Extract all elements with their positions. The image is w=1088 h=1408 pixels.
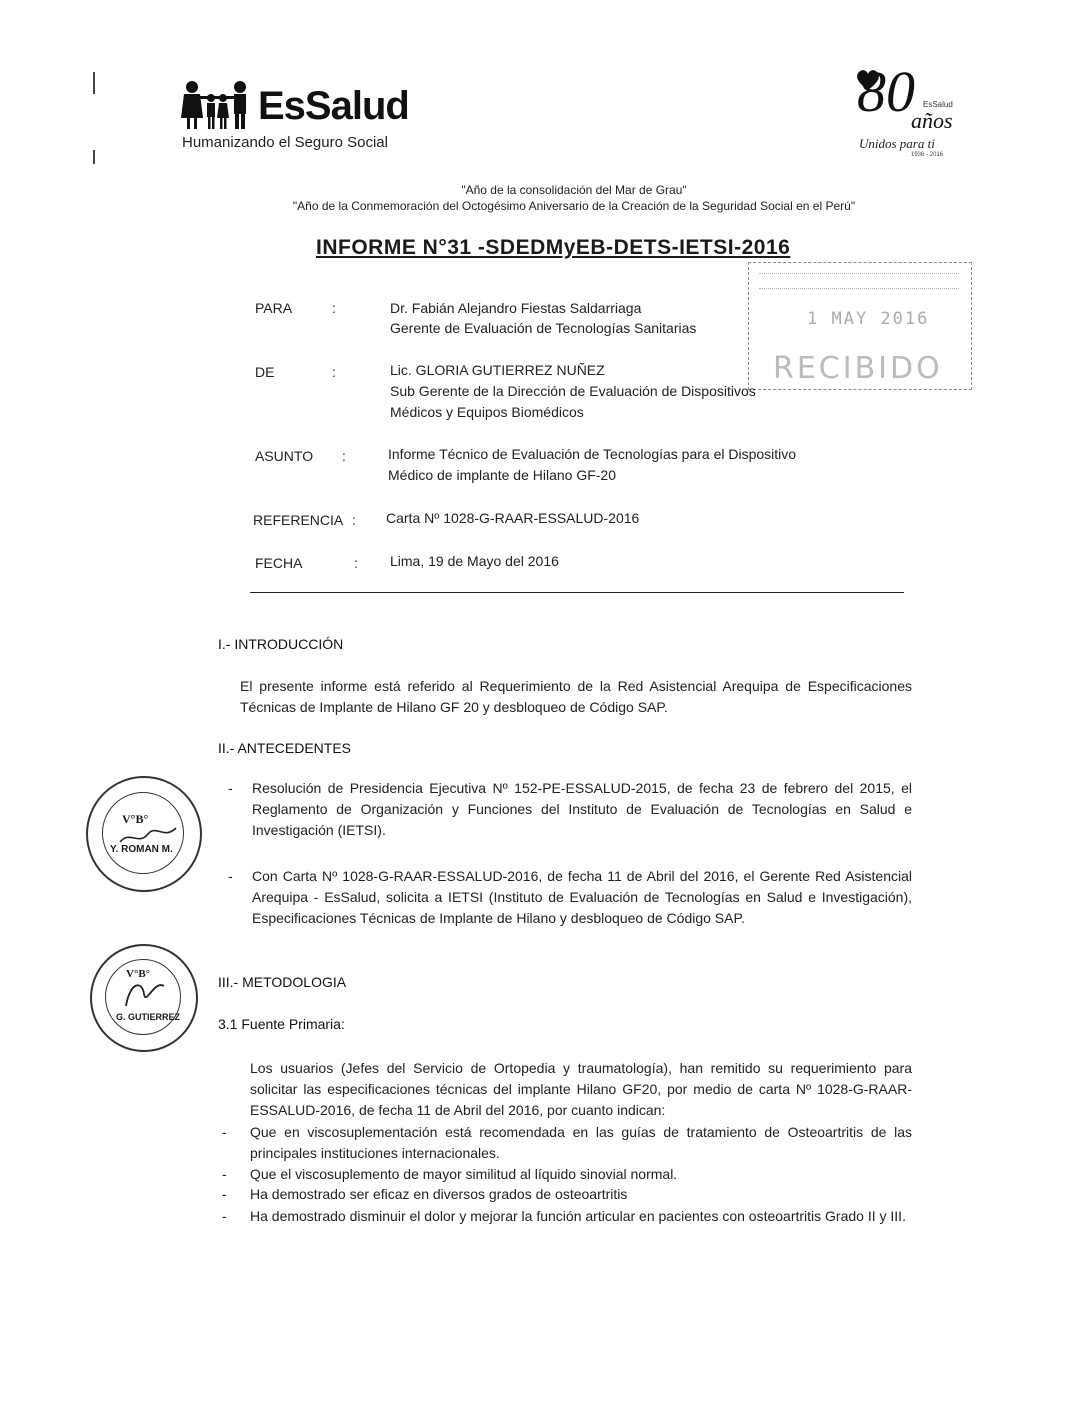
seal-stamp-gutierrez (90, 944, 198, 1052)
section-heading-metodologia: III.- METODOLOGIA (218, 974, 347, 990)
stamp-date: 1 MAY 2016 (807, 309, 930, 329)
field-colon: : (342, 448, 346, 464)
field-value-de-3: Médicos y Equipos Biomédicos (390, 404, 584, 420)
intro-paragraph: El presente informe está referido al Requerimiento de la Red Asistencial Arequipa de Especificaciones Técnicas de Implante de Hilano GF 20 y desbloqueo de Código SAP. (240, 678, 912, 715)
bullet-dash: - (228, 780, 233, 796)
metodologia-item: Ha demostrado ser eficaz en diversos grados de osteoartritis (250, 1186, 628, 1202)
header-divider (250, 592, 904, 593)
received-stamp (748, 262, 972, 390)
anniversary-years: 1936 - 2016 (911, 152, 944, 158)
metodologia-item: Que en viscosuplementación está recomendada en las guías de tratamiento de Osteoartritis de las principales instituciones internacionales. (250, 1124, 912, 1161)
binding-mark (93, 150, 95, 164)
anniversary-number: 80 (857, 59, 915, 124)
anniversary-brand: EsSalud (923, 100, 953, 109)
field-value-para-1: Dr. Fabián Alejandro Fiestas Saldarriaga (390, 300, 642, 316)
stamp-word: RECIBIDO (773, 351, 943, 386)
bullet-dash: - (222, 1186, 227, 1202)
seal-top-text: V°B° (122, 812, 149, 826)
metodologia-paragraph: Los usuarios (Jefes del Servicio de Ortopedia y traumatología), han remitido su requerimiento para solicitar las especificaciones técnicas del implante Hilano GF20, por medio de carta Nº 1028-G-RAAR-ESSALUD-2016, de fecha 11 de Abril del 2016, por cuanto indican: (250, 1060, 912, 1118)
seal-bottom-text: G. GUTIERREZ (116, 1012, 181, 1022)
seal-bottom-text: Y. ROMAN M. (110, 844, 173, 855)
field-value-asunto-2: Médico de implante de Hilano GF-20 (388, 467, 617, 483)
sub-heading-fuente-primaria: 3.1 Fuente Primaria: (218, 1016, 345, 1032)
field-label-referencia: REFERENCIA (253, 512, 344, 528)
anniversary-logo (845, 59, 965, 162)
field-colon: : (354, 555, 358, 571)
field-value-fecha: Lima, 19 de Mayo del 2016 (390, 553, 559, 569)
essalud-logo (180, 78, 440, 158)
seal-top-text: V°B° (126, 968, 151, 980)
field-value-de-2: Sub Gerente de la Dirección de Evaluación de Dispositivos (390, 383, 756, 399)
field-colon: : (332, 364, 336, 380)
stamp-header-bar (759, 273, 959, 289)
anniversary-slogan: Unidos para ti (859, 136, 935, 151)
metodologia-item: Ha demostrado disminuir el dolor y mejorar la función articular en pacientes con osteoartritis Grado II y III. (250, 1208, 906, 1224)
bullet-dash: - (222, 1166, 227, 1182)
motto-line-2: "Año de la Conmemoración del Octogésimo Aniversario de la Creación de la Seguridad Social en el Perú" (292, 199, 856, 213)
report-title: INFORME N°31 -SDEDMyEB-DETS-IETSI-2016 (316, 236, 791, 259)
section-heading-antecedentes: II.- ANTECEDENTES (218, 740, 352, 756)
field-value-para-2: Gerente de Evaluación de Tecnologías Sanitarias (390, 320, 697, 336)
field-label-fecha: FECHA (255, 555, 303, 571)
motto-line-1: "Año de la consolidación del Mar de Grau" (461, 183, 687, 197)
metodologia-item: Que el viscosuplemento de mayor similitud al líquido sinovial normal. (250, 1166, 678, 1182)
bullet-dash: - (228, 868, 233, 884)
field-colon: : (332, 300, 336, 316)
field-label-de: DE (255, 364, 275, 380)
field-value-asunto-1: Informe Técnico de Evaluación de Tecnologías para el Dispositivo (388, 446, 797, 462)
bullet-dash: - (222, 1124, 227, 1140)
field-value-de-1: Lic. GLORIA GUTIERREZ NUÑEZ (390, 362, 605, 378)
bullet-dash: - (222, 1208, 227, 1224)
antecedente-item: Con Carta Nº 1028-G-RAAR-ESSALUD-2016, de fecha 11 de Abril del 2016, el Gerente Red Asistencial Arequipa - EsSalud, solicita a IETSI (Instituto de Evaluación de Tecnologías en Salud e Investigación), Especificaciones Técnicas de Implante de Hilano y desbloqueo de Código SAP. (252, 868, 912, 926)
binding-mark (93, 72, 95, 94)
logo-name: EsSalud (258, 84, 409, 128)
anniversary-word: años (911, 108, 953, 133)
field-value-referencia: Carta Nº 1028-G-RAAR-ESSALUD-2016 (386, 510, 640, 526)
signature-icon (120, 976, 170, 1012)
antecedente-item: Resolución de Presidencia Ejecutiva Nº 152-PE-ESSALUD-2015, de fecha 23 de febrero del 2015, el Reglamento de Organización y Funciones del Instituto de Evaluación de Tecnologías en Salud e Investigación (IETSI). (252, 780, 912, 838)
family-figures-icon (180, 78, 256, 130)
field-colon: : (352, 512, 356, 528)
field-label-para: PARA (255, 300, 293, 316)
field-label-asunto: ASUNTO (255, 448, 314, 464)
seal-stamp-roman (86, 776, 202, 892)
section-heading-introduccion: I.- INTRODUCCIÓN (218, 636, 344, 652)
signature-icon (118, 820, 178, 850)
logo-tagline: Humanizando el Seguro Social (182, 134, 388, 151)
